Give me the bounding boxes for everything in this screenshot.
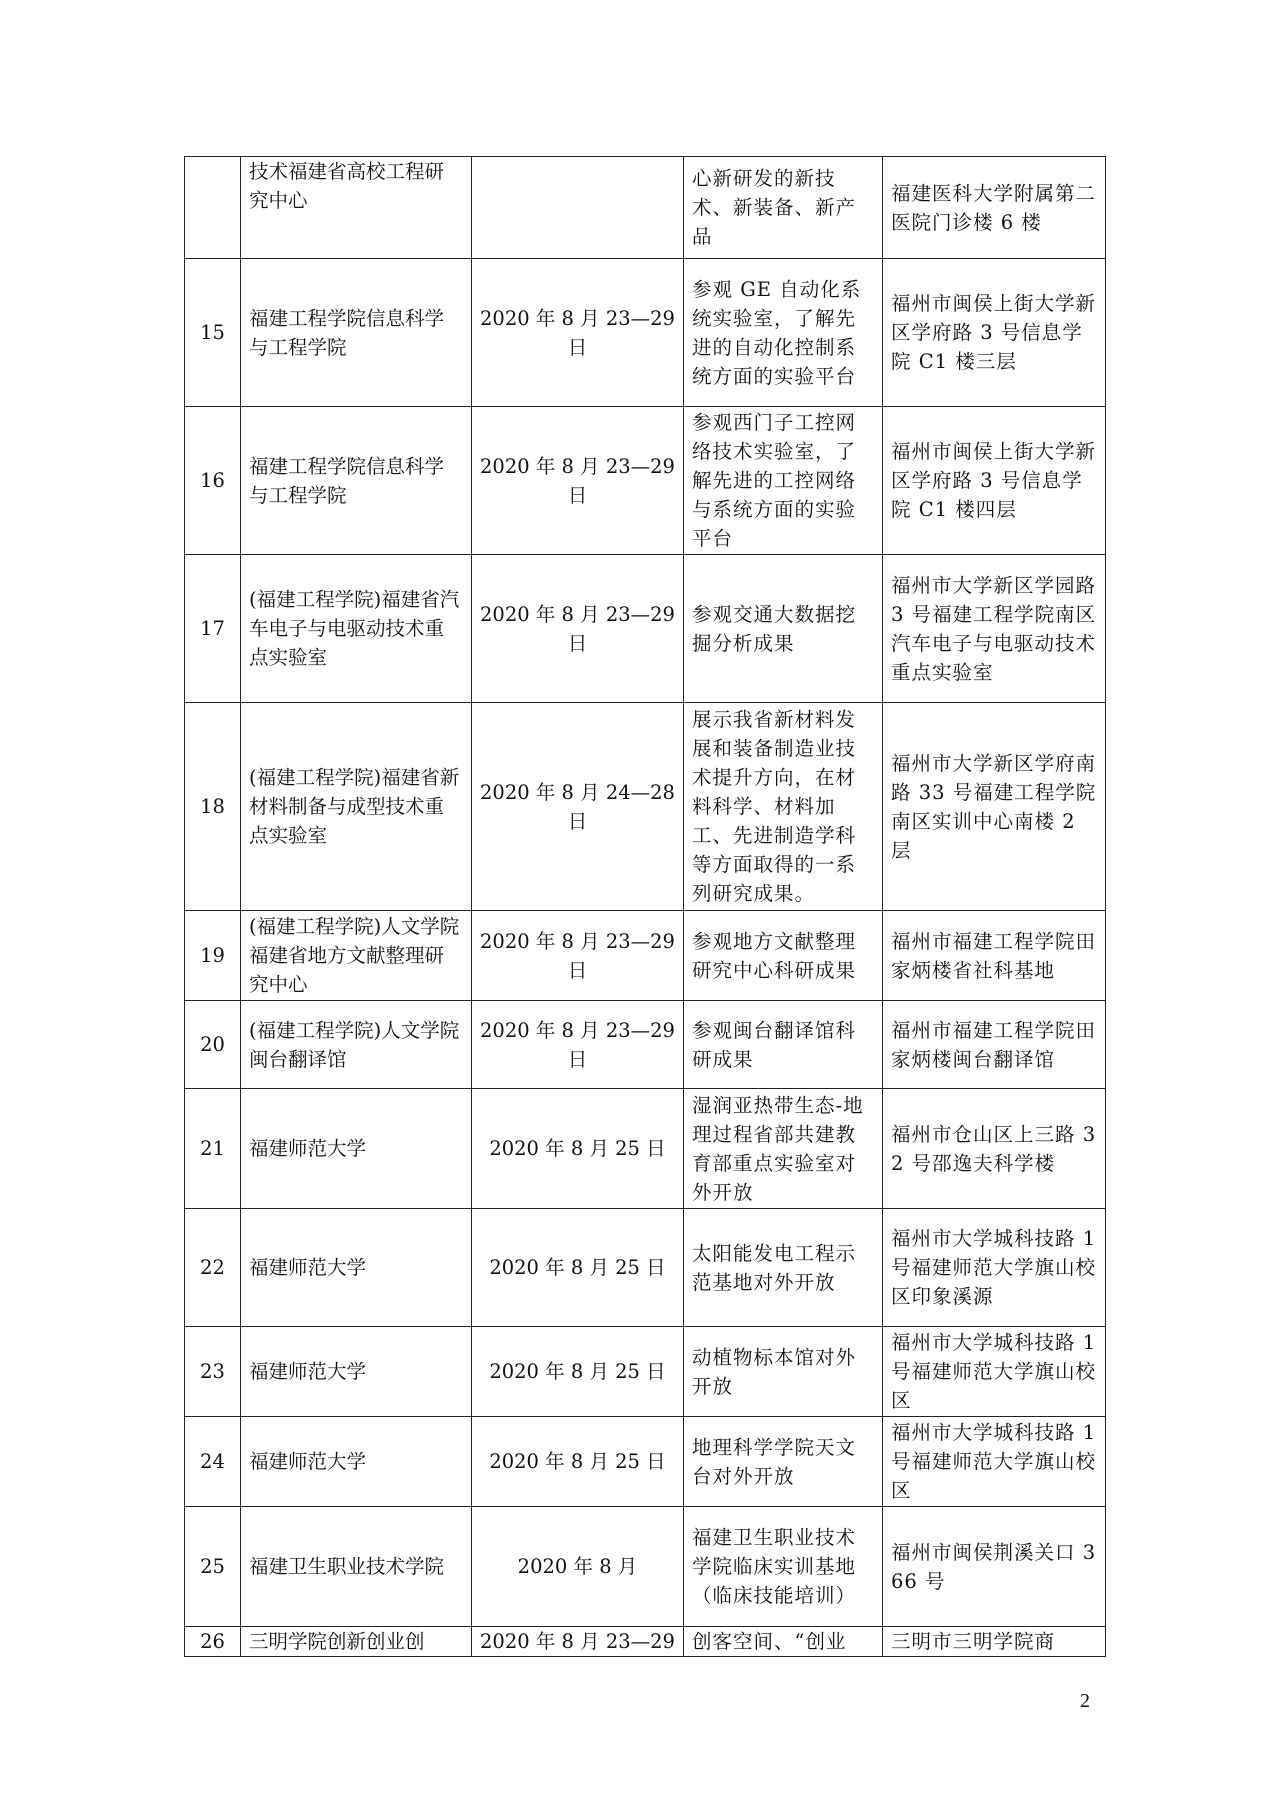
row-number: 25 [185, 1507, 241, 1627]
activity-table [184, 156, 1106, 1657]
unit-cell: 福建工程学院信息科学与工程学院 [241, 407, 472, 555]
time-cell: 2020 年 8 月 25 日 [472, 1417, 684, 1507]
time-cell: 2020 年 8 月 25 日 [472, 1209, 684, 1327]
page-number: 2 [1080, 1690, 1090, 1712]
unit-cell: 福建师范大学 [241, 1327, 472, 1417]
row-number: 22 [185, 1209, 241, 1327]
activity-cell: 展示我省新材料发展和装备制造业技术提升方向，在材料科学、材料加工、先进制造学科等方面取得的一系列研究成果。 [684, 703, 883, 911]
table-row [185, 157, 1106, 259]
row-number: 24 [185, 1417, 241, 1507]
activity-cell: 参观闽台翻译馆科研成果 [684, 1001, 883, 1089]
table-row [185, 1001, 1106, 1089]
unit-cell: 技术福建省高校工程研究中心 [241, 157, 472, 259]
address-cell: 福州市仓山区上三路 32 号邵逸夫科学楼 [883, 1089, 1106, 1209]
address-cell: 福州市福建工程学院田家炳楼闽台翻译馆 [883, 1001, 1106, 1089]
unit-cell: 福建师范大学 [241, 1209, 472, 1327]
unit-cell: 福建师范大学 [241, 1417, 472, 1507]
unit-cell: 福建师范大学 [241, 1089, 472, 1209]
activity-cell: 参观西门子工控网络技术实验室，了解先进的工控网络与系统方面的实验平台 [684, 407, 883, 555]
table-row [185, 1507, 1106, 1627]
time-cell: 2020 年 8 月 23—29 日 [472, 407, 684, 555]
activity-cell: 参观 GE 自动化系统实验室，了解先进的自动化控制系统方面的实验平台 [684, 259, 883, 407]
address-cell: 福州市福建工程学院田家炳楼省社科基地 [883, 911, 1106, 1001]
row-number [185, 157, 241, 259]
activity-cell: 参观交通大数据挖掘分析成果 [684, 555, 883, 703]
row-number: 21 [185, 1089, 241, 1209]
address-cell: 福州市大学城科技路 1 号福建师范大学旗山校区印象溪源 [883, 1209, 1106, 1327]
unit-cell: 三明学院创新创业创 [241, 1627, 472, 1657]
unit-cell: (福建工程学院)人文学院福建省地方文献整理研究中心 [241, 911, 472, 1001]
time-cell: 2020 年 8 月 25 日 [472, 1089, 684, 1209]
row-number: 18 [185, 703, 241, 911]
time-cell: 2020 年 8 月 [472, 1507, 684, 1627]
activity-cell: 福建卫生职业技术学院临床实训基地（临床技能培训） [684, 1507, 883, 1627]
time-cell: 2020 年 8 月 23—29 日 [472, 911, 684, 1001]
row-number: 20 [185, 1001, 241, 1089]
row-number: 19 [185, 911, 241, 1001]
time-cell: 2020 年 8 月 23—29 日 [472, 555, 684, 703]
table-row [185, 1327, 1106, 1417]
activity-cell: 湿润亚热带生态-地理过程省部共建教育部重点实验室对外开放 [684, 1089, 883, 1209]
activity-cell: 创客空间、“创业 [684, 1627, 883, 1657]
address-cell: 福州市闽侯上街大学新区学府路 3 号信息学院 C1 楼四层 [883, 407, 1106, 555]
unit-cell: (福建工程学院)福建省新材料制备与成型技术重点实验室 [241, 703, 472, 911]
table-row [185, 555, 1106, 703]
address-cell: 福州市大学新区学府南路 33 号福建工程学院南区实训中心南楼 2 层 [883, 703, 1106, 911]
address-cell: 三明市三明学院商 [883, 1627, 1106, 1657]
unit-cell: (福建工程学院)福建省汽车电子与电驱动技术重点实验室 [241, 555, 472, 703]
address-cell: 福州市大学城科技路 1 号福建师范大学旗山校区 [883, 1417, 1106, 1507]
table-row [185, 1089, 1106, 1209]
time-cell: 2020 年 8 月 23—29 日 [472, 259, 684, 407]
row-number: 17 [185, 555, 241, 703]
table-row [185, 1209, 1106, 1327]
row-number: 15 [185, 259, 241, 407]
table-row [185, 259, 1106, 407]
time-cell: 2020 年 8 月 24—28 日 [472, 703, 684, 911]
table-row [185, 703, 1106, 911]
unit-cell: 福建工程学院信息科学与工程学院 [241, 259, 472, 407]
row-number: 16 [185, 407, 241, 555]
unit-cell: (福建工程学院)人文学院闽台翻译馆 [241, 1001, 472, 1089]
table-row [185, 1627, 1106, 1657]
activity-cell: 心新研发的新技术、新装备、新产品 [684, 157, 883, 259]
address-cell: 福州市闽侯荆溪关口 366 号 [883, 1507, 1106, 1627]
table-row [185, 407, 1106, 555]
address-cell: 福州市闽侯上街大学新区学府路 3 号信息学院 C1 楼三层 [883, 259, 1106, 407]
row-number: 26 [185, 1627, 241, 1657]
activity-cell: 参观地方文献整理研究中心科研成果 [684, 911, 883, 1001]
address-cell: 福州市大学城科技路 1 号福建师范大学旗山校区 [883, 1327, 1106, 1417]
table-row [185, 911, 1106, 1001]
address-cell: 福建医科大学附属第二医院门诊楼 6 楼 [883, 157, 1106, 259]
unit-cell: 福建卫生职业技术学院 [241, 1507, 472, 1627]
time-cell: 2020 年 8 月 25 日 [472, 1327, 684, 1417]
activity-cell: 动植物标本馆对外开放 [684, 1327, 883, 1417]
table-row [185, 1417, 1106, 1507]
time-cell: 2020 年 8 月 23—29 [472, 1627, 684, 1657]
address-cell: 福州市大学新区学园路 3 号福建工程学院南区汽车电子与电驱动技术重点实验室 [883, 555, 1106, 703]
activity-cell: 地理科学学院天文台对外开放 [684, 1417, 883, 1507]
time-cell [472, 157, 684, 259]
row-number: 23 [185, 1327, 241, 1417]
time-cell: 2020 年 8 月 23—29 日 [472, 1001, 684, 1089]
activity-cell: 太阳能发电工程示范基地对外开放 [684, 1209, 883, 1327]
